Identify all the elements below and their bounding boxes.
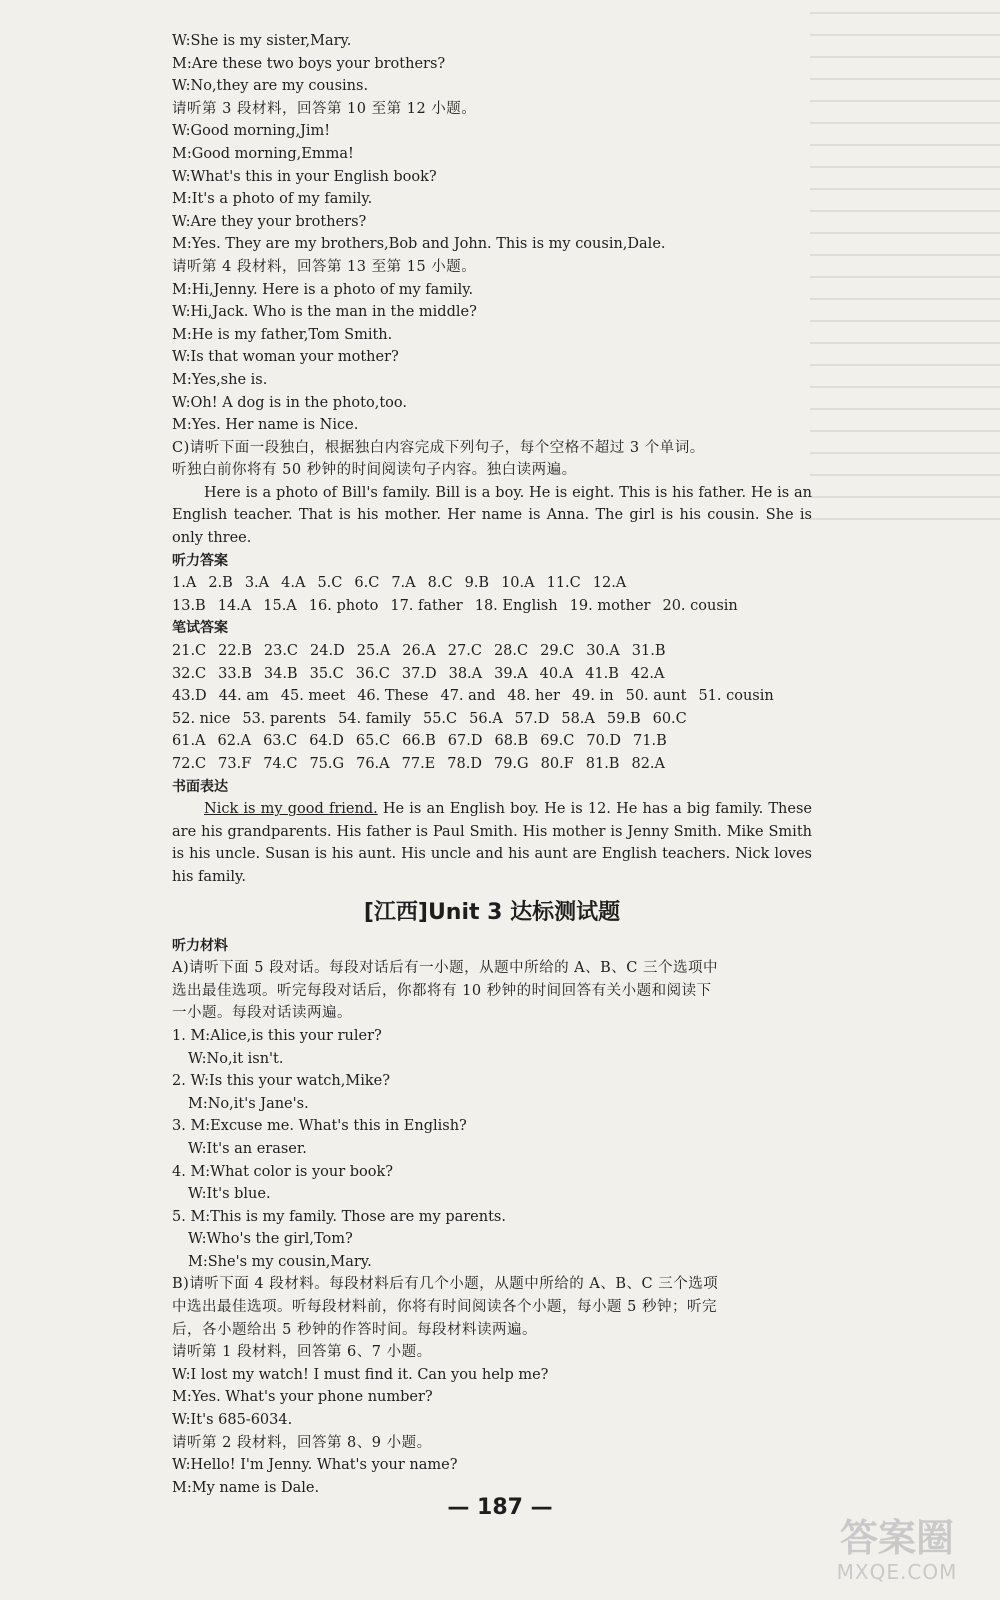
answer-item: 27.C — [447, 643, 482, 660]
answer-row — [172, 572, 812, 595]
answer-item: 26.A — [402, 643, 436, 660]
answer-item: 36.C — [355, 665, 390, 682]
answer-item: 77.E — [401, 756, 436, 772]
answer-item: 45. meet — [280, 688, 346, 705]
text-line: W:Are they your brothers? — [172, 213, 367, 230]
answer-item: 21.C — [172, 643, 207, 660]
answer-item: 67.D — [447, 733, 483, 750]
answer-item: 71.B — [633, 733, 667, 750]
answer-item: 30.A — [586, 643, 620, 660]
writing-heading: 书面表达 — [172, 778, 228, 795]
answer-item: 9.B — [464, 575, 490, 592]
text-line: 请听第 3 段材料，回答第 10 至第 12 小题。 — [172, 100, 477, 117]
text-line: 5. M:This is my family. Those are my parents. — [172, 1208, 506, 1225]
answer-item: 79.G — [493, 756, 529, 772]
unit-title: [江西]Unit 3 达标测试题 — [363, 899, 621, 925]
text-line: W:Who's the girl,Tom? — [188, 1231, 353, 1248]
listening-answers-heading: 听力答案 — [172, 552, 228, 569]
answer-item: 65.C — [355, 733, 391, 750]
monologue-paragraph: Here is a photo of Bill's family. Bill is a boy. He is eight. This is his father. He is an English teacher. That is his mother. Her name is Anna. The girl is his cousin. She is only three. — [172, 484, 812, 547]
text-line: M:No,it's Jane's. — [188, 1095, 309, 1112]
text-line: 选出最佳选项。听完每段对话后，你都将有 10 秒钟的时间回答有关小题和阅读下 — [172, 982, 712, 999]
answer-item: 16. photo — [308, 597, 379, 614]
text-line: C)请听下面一段独白，根据独白内容完成下列句子，每个空格不超过 3 个单词。 — [172, 439, 705, 456]
answer-item: 66.B — [402, 733, 436, 750]
answer-item: 70.D — [586, 733, 622, 750]
answer-item: 29.C — [540, 643, 575, 660]
answer-item: 17. father — [390, 597, 463, 614]
answer-item: 57.D — [514, 710, 550, 727]
answer-item: 73.F — [218, 756, 252, 772]
answer-item: 54. family — [338, 710, 411, 727]
page-number: — 187 — — [447, 1495, 553, 1520]
answer-item: 72.C — [172, 756, 207, 772]
text-line: W:Hi,Jack. Who is the man in the middle? — [172, 304, 477, 321]
answer-item: 28.C — [493, 643, 529, 660]
watermark-logo — [812, 1515, 982, 1590]
text-line: 一小题。每段对话读两遍。 — [172, 1005, 352, 1022]
text-line: W:She is my sister,Mary. — [172, 33, 352, 49]
listening-material-heading: 听力材料 — [172, 937, 228, 954]
answer-item: 55.C — [422, 710, 458, 727]
answer-item: 5.C — [317, 575, 343, 592]
answer-item: 31.B — [631, 643, 666, 660]
answer-item: 59.B — [606, 710, 641, 727]
text-line: W:I lost my watch! I must find it. Can you help me? — [172, 1366, 549, 1383]
answer-item: 22.B — [218, 643, 252, 660]
answer-item: 69.C — [540, 733, 575, 750]
text-line: W:It's 685-6034. — [172, 1412, 293, 1429]
answer-item: 10.A — [501, 575, 535, 592]
watermark-text-bottom: MXQE.COM — [836, 1560, 958, 1584]
answer-item: 63.C — [263, 733, 298, 750]
answer-item: 81.B — [585, 756, 620, 772]
watermark-text-top: 答案圈 — [839, 1516, 954, 1560]
answer-row — [172, 685, 812, 708]
answer-item: 13.B — [172, 597, 206, 614]
answer-item: 37.D — [401, 665, 437, 682]
text-line: 请听第 1 段材料，回答第 6、7 小题。 — [172, 1344, 432, 1361]
text-line: M:He is my father,Tom Smith. — [172, 326, 393, 343]
text-line: M:It's a photo of my family. — [172, 191, 373, 208]
answer-row — [172, 595, 812, 618]
text-line: M:Yes. What's your phone number? — [172, 1389, 433, 1406]
answer-item: 62.A — [217, 733, 252, 750]
answer-row — [172, 753, 812, 776]
answer-item: 12.A — [592, 575, 627, 592]
answer-item: 52. nice — [172, 710, 231, 727]
answer-item: 25.A — [356, 643, 391, 660]
text-line: W:What's this in your English book? — [172, 168, 437, 185]
text-line: 1. M:Alice,is this your ruler? — [172, 1027, 382, 1044]
answer-item: 11.C — [546, 575, 581, 592]
listening-answers — [172, 572, 812, 617]
answer-item: 20. cousin — [662, 597, 738, 614]
answer-item: 48. her — [507, 688, 560, 705]
text-line: M:She's my cousin,Mary. — [188, 1253, 372, 1270]
answer-row — [172, 640, 812, 663]
text-line: 后，各小题给出 5 秒钟的作答时间。每段材料读两遍。 — [172, 1321, 537, 1338]
answer-item: 44. am — [218, 688, 269, 705]
text-line: M:Good morning,Emma! — [172, 145, 354, 162]
answer-row — [172, 730, 812, 753]
text-line: M:Yes. Her name is Nice. — [172, 417, 359, 434]
answer-item: 39.A — [494, 665, 528, 682]
answer-item: 19. mother — [569, 597, 651, 614]
written-answers — [172, 640, 812, 776]
text-line: 听独白前你将有 50 秒钟的时间阅读句子内容。独白读两遍。 — [172, 462, 577, 479]
answer-row — [172, 708, 812, 731]
text-line: W:It's blue. — [188, 1186, 271, 1203]
answer-item: 18. English — [474, 597, 558, 614]
answer-item: 53. parents — [242, 710, 327, 727]
text-line: 请听第 2 段材料，回答第 8、9 小题。 — [172, 1434, 432, 1451]
text-line: W:No,they are my cousins. — [172, 78, 369, 95]
answer-item: 43.D — [172, 688, 207, 705]
answer-item: 41.B — [585, 665, 619, 682]
answer-item: 24.D — [310, 643, 345, 660]
text-line: B)请听下面 4 段材料。每段材料后有几个小题，从题中所给的 A、B、C 三个选项 — [172, 1276, 719, 1293]
text-line: M:Hi,Jenny. Here is a photo of my family. — [172, 281, 474, 298]
text-line: 2. W:Is this your watch,Mike? — [172, 1073, 390, 1090]
text-line: 3. M:Excuse me. What's this in English? — [172, 1118, 467, 1135]
dialogue-block-bottom — [172, 957, 812, 1499]
answer-item: 80.F — [540, 756, 574, 772]
answer-item: 7.A — [391, 575, 416, 592]
answer-item: 14.A — [217, 597, 252, 614]
writing-paragraph — [172, 798, 812, 888]
text-line: A)请听下面 5 段对话。每段对话后有一小题，从题中所给的 A、B、C 三个选项中 — [172, 960, 719, 977]
text-line: W:Good morning,Jim! — [172, 123, 331, 140]
answer-item: 60.C — [652, 710, 687, 727]
page-content — [172, 30, 812, 1499]
answer-item: 50. aunt — [625, 688, 687, 705]
answer-item: 3.A — [244, 575, 270, 592]
written-answers-heading: 笔试答案 — [172, 620, 228, 637]
answer-item: 75.G — [309, 756, 345, 772]
text-line: 请听第 4 段材料，回答第 13 至第 15 小题。 — [172, 258, 477, 275]
answer-item: 68.B — [494, 733, 529, 750]
answer-item: 58.A — [561, 710, 595, 727]
answer-item: 6.C — [354, 575, 380, 592]
answer-row — [172, 663, 812, 686]
answer-item: 40.A — [539, 665, 574, 682]
dialogue-block-top — [172, 30, 812, 482]
answer-item: 76.A — [356, 756, 390, 772]
text-line: M:Are these two boys your brothers? — [172, 55, 446, 72]
answer-item: 8.C — [427, 575, 453, 592]
text-line: W:No,it isn't. — [188, 1050, 284, 1067]
text-line: W:Is that woman your mother? — [172, 349, 399, 366]
answer-item: 56.A — [469, 710, 503, 727]
writing-body: He is an English boy. He is 12. He has a big family. These are his grandparents. His father is Paul Smith. His mother is Jenny Smith. Mike Smith is his uncle. Susan is his aunt. His uncle and his aunt are English teachers. Nick loves his family. — [172, 801, 812, 885]
text-line: M:Yes,she is. — [172, 371, 268, 388]
text-line: W:It's an eraser. — [188, 1140, 307, 1157]
text-line: M:Yes. They are my brothers,Bob and John. This is my cousin,Dale. — [172, 236, 666, 253]
answer-item: 51. cousin — [698, 688, 774, 705]
answer-item: 35.C — [309, 665, 344, 682]
answer-item: 47. and — [440, 688, 496, 705]
answer-item: 42.A — [630, 665, 665, 682]
writing-underlined-sentence: Nick is my good friend. — [204, 801, 378, 818]
answer-item: 15.A — [263, 597, 297, 614]
text-line: W:Hello! I'm Jenny. What's your name? — [172, 1457, 458, 1474]
text-line: 中选出最佳选项。听每段材料前，你将有时间阅读各个小题，每小题 5 秒钟；听完 — [172, 1299, 717, 1316]
answer-item: 1.A — [172, 575, 197, 592]
text-line: 4. M:What color is your book? — [172, 1163, 394, 1180]
answer-item: 64.D — [309, 733, 344, 750]
answer-item: 34.B — [263, 665, 298, 682]
bleed-through-shadow — [810, 0, 1000, 520]
answer-item: 74.C — [263, 756, 298, 772]
text-line: W:Oh! A dog is in the photo,too. — [172, 394, 407, 411]
answer-item: 4.A — [281, 575, 306, 592]
text-line: M:My name is Dale. — [172, 1479, 320, 1496]
answer-item: 46. These — [357, 688, 429, 705]
answer-item: 38.A — [448, 665, 483, 682]
answer-item: 61.A — [172, 733, 206, 750]
answer-item: 82.A — [631, 756, 665, 772]
answer-item: 49. in — [571, 688, 614, 705]
answer-item: 32.C — [172, 665, 207, 682]
answer-item: 78.D — [447, 756, 482, 772]
answer-item: 23.C — [263, 643, 299, 660]
answer-item: 33.B — [218, 665, 252, 682]
answer-item: 2.B — [208, 575, 233, 592]
